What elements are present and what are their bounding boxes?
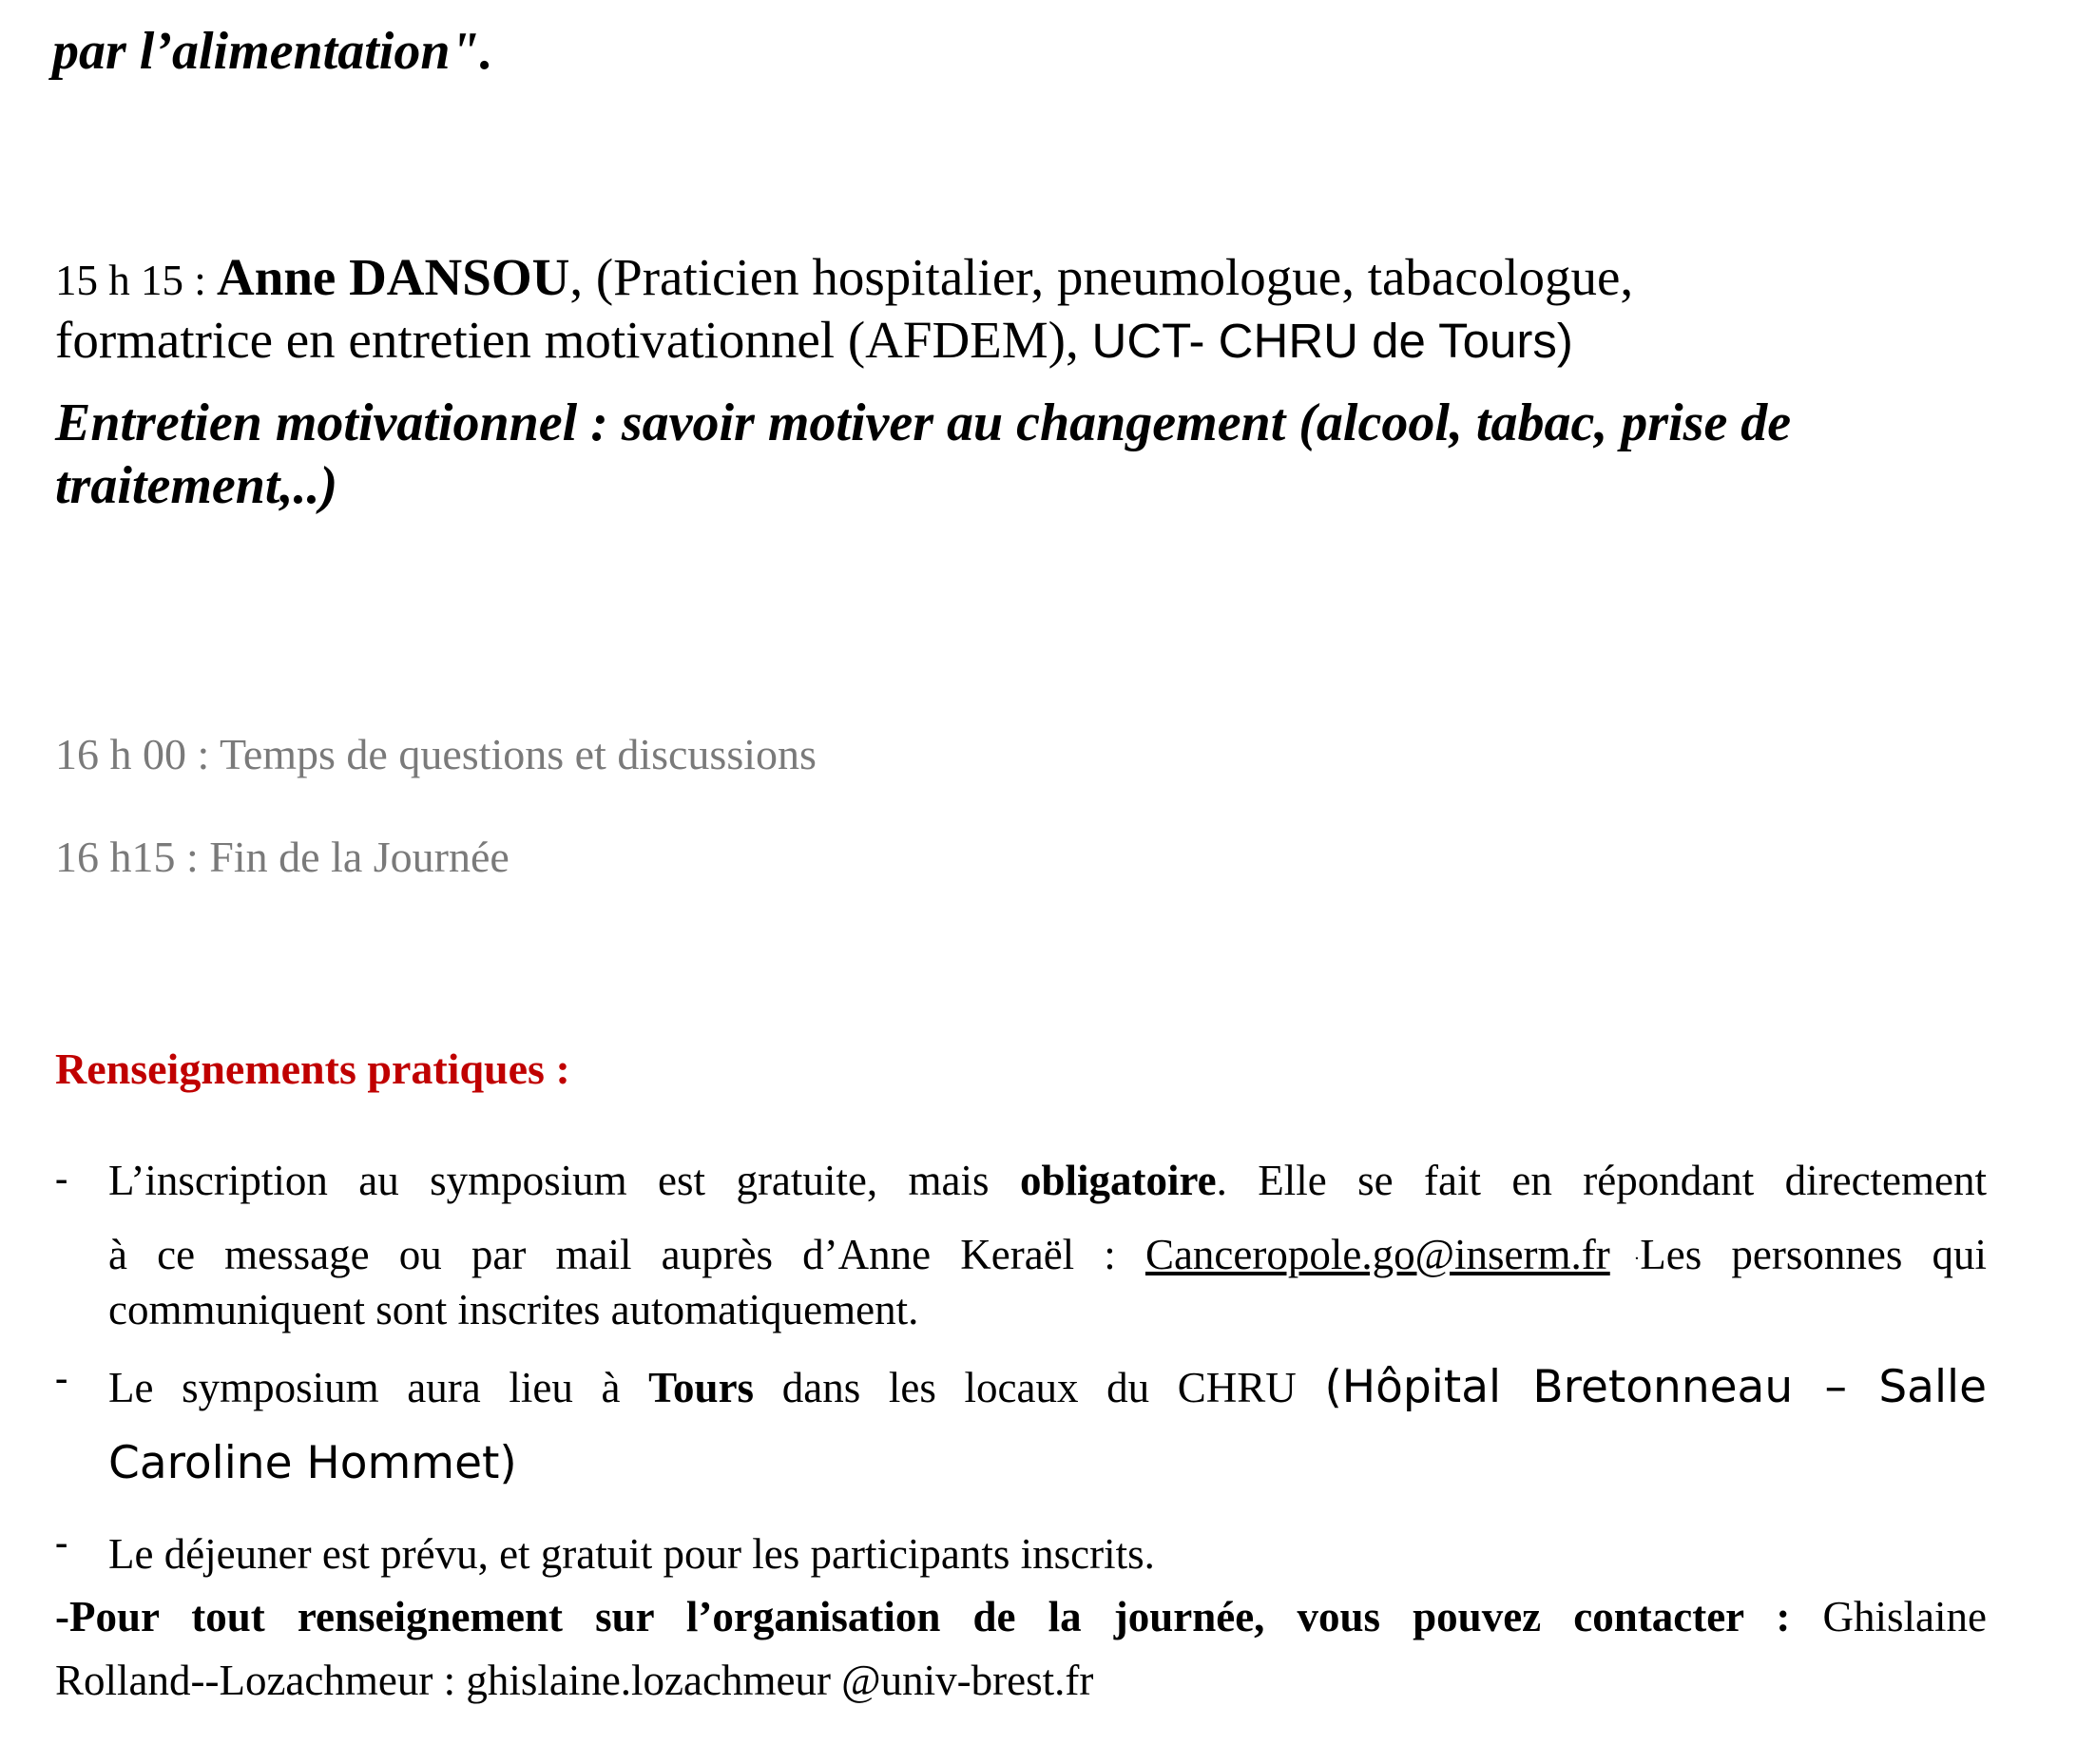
registration-item-line1 — [108, 1152, 1987, 1209]
registration-contact-text: à ce message ou par mail auprès d’Anne Keraël : — [108, 1231, 1145, 1278]
venue-location: (Hôpital Bretonneau – Salle — [1324, 1361, 1987, 1413]
venue-text-start: Le symposium aura lieu à — [108, 1364, 649, 1411]
practical-info-heading: Renseignements pratiques : — [55, 1045, 570, 1093]
venue-city: Tours — [648, 1364, 755, 1411]
registration-email-link[interactable]: Canceropole.go@inserm.fr — [1144, 1231, 1610, 1278]
registration-note-start: Les personnes qui — [1640, 1231, 1987, 1278]
contact-line2: Rolland--Lozachmeur : ghislaine.lozachmeur @univ-brest.fr — [55, 1657, 1094, 1704]
list-bullet: - — [55, 1356, 68, 1399]
venue-text-mid: dans les locaux du CHRU — [754, 1364, 1325, 1411]
registration-mandatory: obligatoire — [1019, 1157, 1217, 1204]
venue-item-line1 — [108, 1354, 1987, 1421]
venue-item-line2: Caroline Hommet) — [108, 1437, 517, 1489]
separator-dot: · — [1609, 1248, 1641, 1270]
registration-item-line2 — [108, 1226, 1987, 1288]
schedule-end: 16 h15 : Fin de la Journée — [55, 833, 510, 881]
contact-name-start: Ghislaine — [1790, 1593, 1988, 1640]
speaker-affiliation-text: formatrice en entretien motivationnel (AFDEM), — [55, 311, 1092, 369]
contact-intro: -Pour tout renseignement sur l’organisation de la journée, vous pouvez contacter : — [55, 1593, 1791, 1640]
registration-item-line3: communiquent sont inscrites automatiquement. — [108, 1286, 919, 1333]
list-bullet: - — [55, 1521, 68, 1563]
speaker-affiliation-institution: UCT- CHRU de Tours) — [1091, 314, 1573, 368]
speaker-affiliation-line1: , (Praticien hospitalier, pneumologue, tabacologue, — [569, 248, 1634, 306]
registration-text-end: . Elle se fait en répondant directement — [1216, 1157, 1987, 1204]
schedule-questions: 16 h 00 : Temps de questions et discussions — [55, 730, 817, 778]
contact-line1 — [55, 1588, 1987, 1645]
list-bullet: - — [55, 1157, 68, 1199]
talk-title: Entretien motivationnel : savoir motiver au changement (alcool, tabac, prise de traitement,..) — [55, 393, 1792, 515]
speaker-name: Anne DANSOU — [217, 248, 570, 306]
lunch-item: Le déjeuner est prévu, et gratuit pour les participants inscrits. — [108, 1530, 1155, 1578]
speaker-affiliation-line2 — [55, 302, 1573, 379]
previous-talk-title-end: par l’alimentation". — [52, 22, 493, 81]
registration-text-start: L’inscription au symposium est gratuite, mais — [108, 1157, 1020, 1204]
talk-time: 15 h 15 : — [55, 257, 218, 304]
